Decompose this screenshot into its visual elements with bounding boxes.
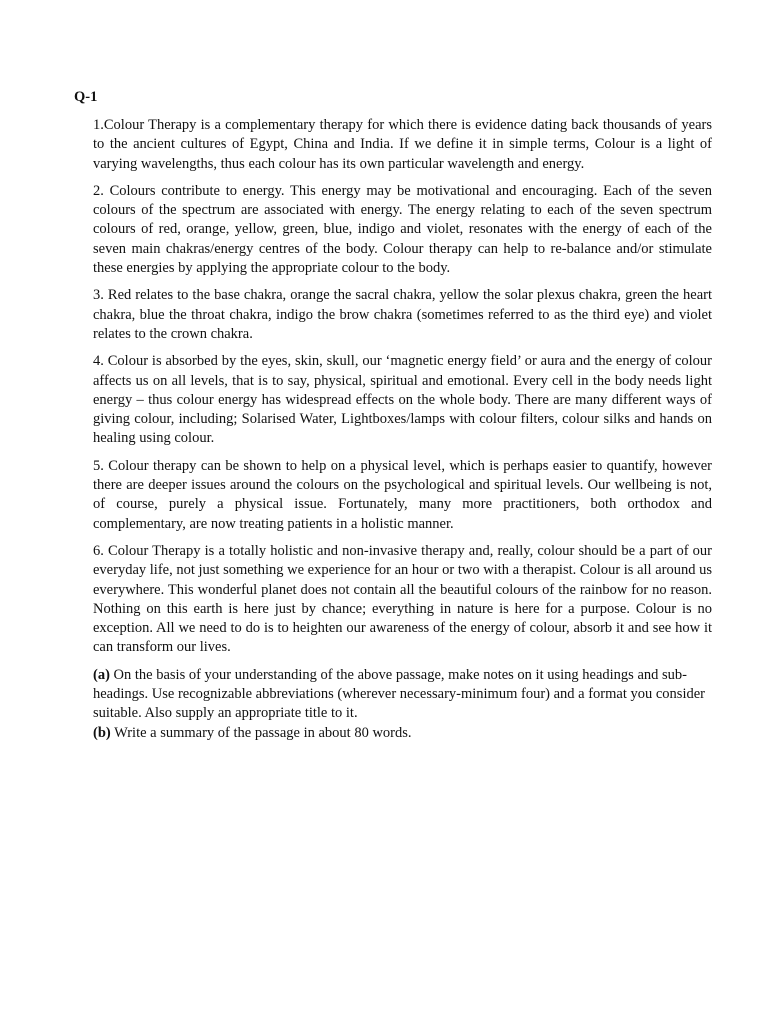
task-a [93,666,712,724]
passage-paragraph-6: 6. Colour Therapy is a totally holistic and non-invasive therapy and, really, colour should be a part of our everyday life, not just something we experience for an hour or two with a therapist. Colour is all around us everywhere. This wonderful planet does not contain all the beautiful colours of the rainbow for no reason. Nothing on this earth is here just by chance; everything in nature is here for a purpose. Colour is no exception. All we need to do is to heighten our awareness of the energy of colour, absorb it and see how it can transform our lives. [93,542,712,656]
passage-paragraph-1: 1.Colour Therapy is a complementary therapy for which there is evidence dating back thousands of years to the ancient cultures of Egypt, China and India. If we define it in simple terms, Colour is a light of varying wavelengths, thus each colour has its own particular wavelength and energy. [93,117,712,172]
task-b-text: Write a summary of the passage in about 80 words. [114,724,412,741]
question-label: Q-1 [74,89,98,105]
passage-paragraph-2: 2. Colours contribute to energy. This energy may be motivational and encouraging. Each of the seven colours of the spectrum are associated with energy. The energy relating to each of the seven spectrum colours of red, orange, yellow, green, blue, indigo and violet, resonates with the energy of each of the seven main chakras/energy centres of the body. Colour therapy can help to re-balance and/or stimulate these energies by applying the appropriate colour to the body. [93,182,712,277]
passage-paragraph-5: 5. Colour therapy can be shown to help on a physical level, which is perhaps easier to quantify, however there are deeper issues around the colours on the psychological and spiritual levels. Our wellbeing is not, of course, purely a physical issue. Fortunately, many more practitioners, both orthodox and complementary, are now treating patients in a holistic manner. [93,457,712,532]
passage-paragraph-4: 4. Colour is absorbed by the eyes, skin, skull, our ‘magnetic energy field’ or aura and the energy of colour affects us on all levels, that is to say, physical, spiritual and emotional. Every cell in the body needs light energy – thus colour energy has widespread effects on the whole body. There are many different ways of giving colour, including; Solarised Water, Lightboxes/lamps with colour filters, colour silks and hands on healing using colour. [93,353,712,447]
task-b-tag: (b) [93,724,111,741]
task-b [93,724,712,743]
passage-paragraph-3: 3. Red relates to the base chakra, orange the sacral chakra, yellow the solar plexus chakra, green the heart chakra, blue the throat chakra, indigo the brow chakra (sometimes referred to as the third eye) and violet relates to the crown chakra. [93,287,712,342]
task-a-tag: (a) [93,666,110,683]
task-list [93,666,712,743]
task-a-text: On the basis of your understanding of the above passage, make notes on it using headings and sub- headings. Use recognizable abbreviations (wherever necessary-minimum four) and a format you consider suitable. Also supply an appropriate title to it. [93,666,705,722]
passage [93,116,712,743]
